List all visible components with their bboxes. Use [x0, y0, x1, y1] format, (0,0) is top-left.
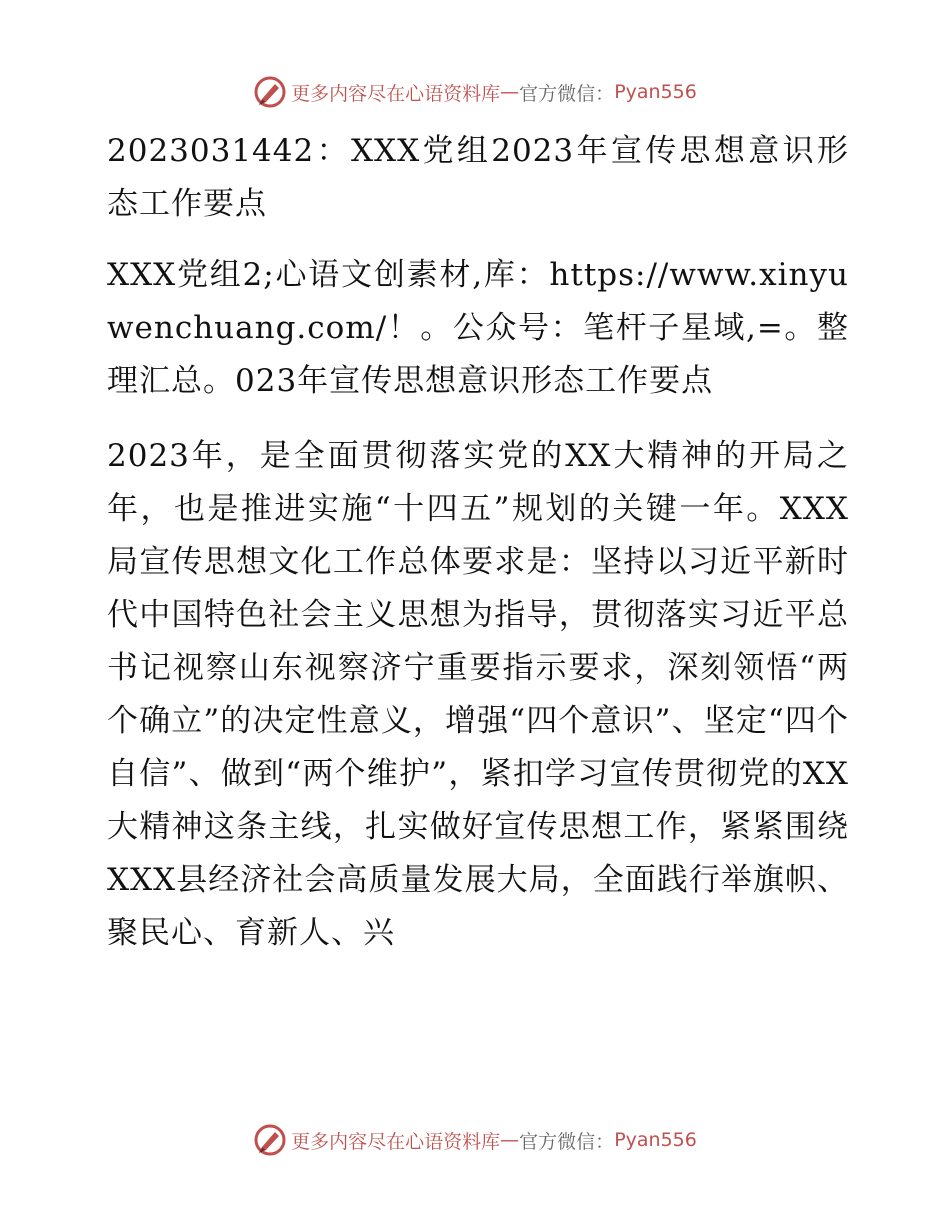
- footer-banner: [0, 1120, 950, 1160]
- banner-separator: —: [500, 81, 520, 103]
- document-title: 2023031442：XXX党组2023年宣传思想意识形态工作要点: [107, 133, 849, 222]
- banner-separator: —: [500, 1129, 520, 1151]
- banner-wechat-handle: Pyan556: [614, 81, 697, 103]
- banner-wechat-label: 官方微信：: [519, 1130, 615, 1153]
- header-banner: [0, 72, 950, 112]
- paragraph-1: XXX党组2;心语文创素材,库：https://www.xinyuwenchuang.com/！。公众号：笔杆子星域,=。整理汇总。023年宣传思想意识形态工作要点: [107, 257, 849, 399]
- banner-text: 更多内容尽在心语资料库: [291, 1130, 501, 1153]
- paragraph-2: 2023年，是全面贯彻落实党的XX大精神的开局之年，也是推进实施“十四五”规划的关键一年。XXX局宣传思想文化工作总体要求是：坚持以习近平新时代中国特色社会主义思想为指导，贯彻落实习近平总书记视察山东视察济宁重要指示要求，深刻领悟“两个确立”的决定性意义，增强“四个意识”、坚定“四个自信”、做到“两个维护”，紧扣学习宣传贯彻党的XX大精神这条主线，扎实做好宣传思想工作，紧紧围绕XXX县经济社会高质量发展大局，全面践行举旗帜、聚民心、育新人、兴: [107, 438, 849, 951]
- document-body: [97, 125, 849, 972]
- banner-text: 更多内容尽在心语资料库: [291, 82, 501, 105]
- pen-logo-icon: [253, 1123, 287, 1157]
- banner-wechat-label: 官方微信：: [519, 82, 615, 105]
- banner-wechat-handle: Pyan556: [614, 1129, 697, 1151]
- pen-logo-icon: [253, 75, 287, 109]
